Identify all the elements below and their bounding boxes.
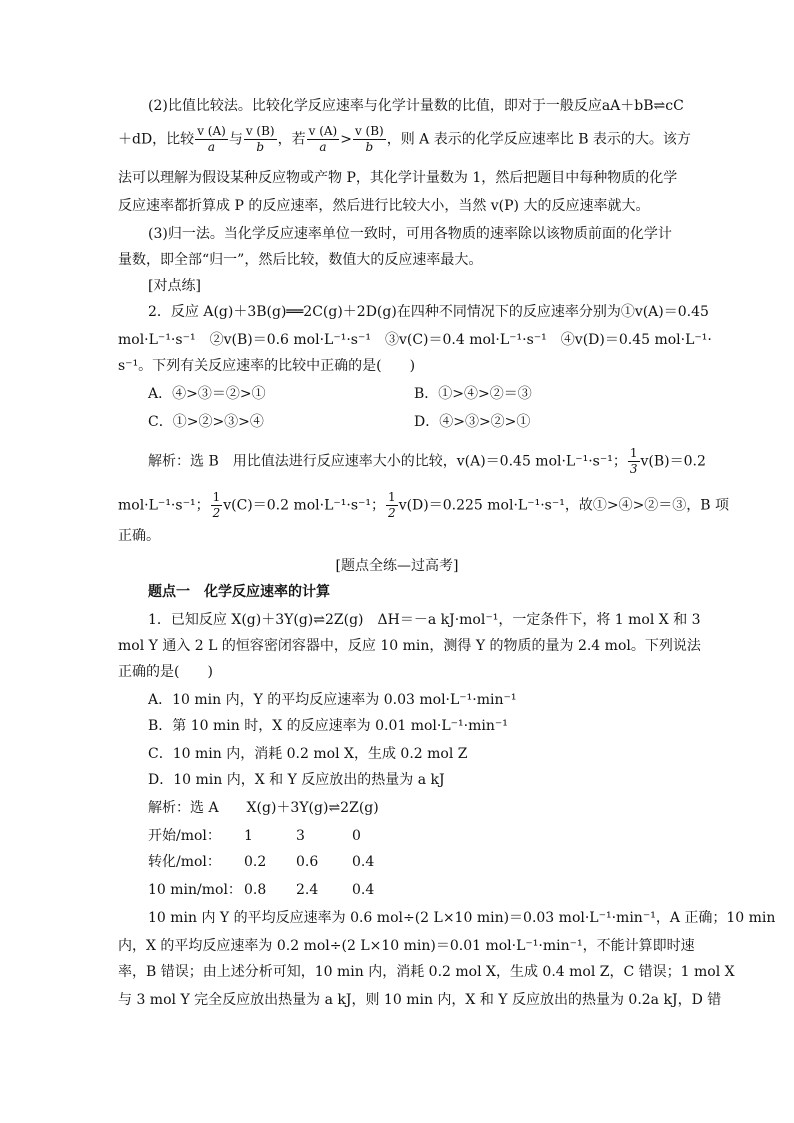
cell-z: 0.4 [352,854,375,870]
problem-line1: 1．已知反应 X(g)＋3Y(g)⇌2Z(g) ΔH＝－a kJ·mol⁻¹，一定条件下，将 1 mol X 和 3 [148,612,701,628]
practice-option-a: A．④>③＝②>① [148,386,266,402]
practice-option-d: D．④>③>②>① [414,414,531,430]
para-normalize-method-line1: (3)归一法。当化学反应速率单位一致时，可用各物质的速率除以该物质前面的化学计 [148,226,672,242]
fraction-vb-b-2 [353,124,386,155]
text-segment: ，则 A 表示的化学反应速率比 B 表示的大。该方 [386,131,691,148]
fraction-one-half-2 [386,490,398,521]
cell-y: 3 [296,828,305,844]
practice-question-line2: mol·L⁻¹·s⁻¹ ②v(B)＝0.6 mol·L⁻¹·s⁻¹ ③v(C)＝0.4 mol·L⁻¹·s⁻¹ ④v(D)＝0.45 mol·L⁻¹· [118,332,712,348]
problem-option-a: A．10 min 内，Y 的平均反应速率为 0.03 mol·L⁻¹·min⁻¹ [148,692,517,708]
fraction-one-third [628,446,640,477]
problem-option-d: D．10 min 内，X 和 Y 反应放出的热量为 a kJ [148,772,445,788]
table-row [148,852,374,872]
para-ratio-method-line3: 法可以理解为假设某种反应物或产物 P，其化学计量数为 1，然后把题目中每种物质的化学 [118,170,678,186]
text-segment: ＋dD，比较 [118,131,195,148]
para-ratio-method-line4: 反应速率都折算成 P 的反应速率，然后进行比较大小，当然 v(P) 大的反应速率就大。 [118,198,650,214]
practice-option-c: C．①>②>③>④ [148,414,264,430]
problem-line3: 正确的是( ) [118,664,213,680]
numerator: 1 [212,490,221,504]
numerator: 1 [629,446,638,460]
row-label: 转化/mol： [148,854,221,870]
problem-solution-head: 解析：选 A X(g)＋3Y(g)⇌2Z(g) [148,800,379,816]
denominator: 3 [629,462,638,476]
denominator: a [319,140,327,154]
problem-explanation-line1: 10 min 内 Y 的平均反应速率为 0.6 mol÷(2 L×10 min)＝0.03 mol·L⁻¹·min⁻¹，A 正确；10 min [148,910,776,926]
problem-option-b: B．第 10 min 时，X 的反应速率为 0.01 mol·L⁻¹·min⁻¹ [148,718,508,734]
problem-explanation-line4: 与 3 mol Y 完全反应放出热量为 a kJ，则 10 min 内，X 和 Y 反应放出的热量为 0.2a kJ，D 错 [118,992,722,1008]
table-row [148,880,374,900]
practice-question-line3: s⁻¹。下列有关反应速率的比较中正确的是( ) [118,358,416,374]
para-ratio-method-line1: (2)比值比较法。比较化学反应速率与化学计量数的比值，即对于一般反应aA＋bB⇌cC [148,98,684,114]
fraction-one-half [211,490,223,521]
cell-x: 0.2 [244,854,267,870]
topic-heading: 题点一 化学反应速率的计算 [148,584,330,600]
table-row [148,826,361,846]
problem-option-c: C．10 min 内，消耗 0.2 mol X，生成 0.2 mol Z [148,746,468,762]
denominator: b [365,140,374,154]
cell-z: 0 [352,828,361,844]
denominator: b [256,140,265,154]
cell-y: 2.4 [296,882,319,898]
text-segment: > [340,131,352,148]
text-segment: v(D)＝0.225 mol·L⁻¹·s⁻¹，故①>④>②＝③，B 项 [398,497,730,514]
denominator: a [207,140,216,154]
fraction-va-a-2 [307,124,340,155]
row-label: 10 min/mol： [148,882,242,898]
section-title: [题点全练—过高考] [335,558,459,574]
text-segment: ，若 [277,131,306,148]
row-label: 开始/mol： [148,828,221,844]
text-segment: 解析：选 B 用比值法进行反应速率大小的比较，v(A)＝0.45 mol·L⁻¹·s⁻¹； [148,453,627,470]
numerator: v (B) [354,124,384,138]
problem-explanation-line3: 率，B 错误；由上述分析可知，10 min 内，消耗 0.2 mol X，生成 0.4 mol Z，C 错误；1 mol X [118,964,735,980]
fraction-va-a [195,124,228,155]
problem-explanation-line2: 内，X 的平均反应速率为 0.2 mol÷(2 L×10 min)＝0.01 mol·L⁻¹·min⁻¹，不能计算即时速 [118,938,695,954]
numerator: v (A) [197,124,226,138]
numerator: v (B) [245,124,275,138]
para-ratio-method-line2 [118,124,691,155]
text-segment: v(B)＝0.2 [640,453,706,470]
denominator: 2 [212,506,221,520]
para-normalize-method-line2: 量数，即全部“归一”，然后比较，数值大的反应速率最大。 [118,252,483,268]
practice-solution-line2 [118,490,729,521]
cell-z: 0.4 [352,882,375,898]
denominator: 2 [388,506,396,520]
practice-solution-line1 [148,446,706,477]
cell-x: 1 [244,828,253,844]
cell-x: 0.8 [244,882,267,898]
numerator: 1 [388,490,396,504]
text-segment: mol·L⁻¹·s⁻¹； [118,497,210,514]
numerator: v (A) [308,124,338,138]
practice-question-line1: 2．反应 A(g)＋3B(g)══2C(g)＋2D(g)在四种不同情况下的反应速率分别为①v(A)＝0.45 [148,304,709,320]
cell-y: 0.6 [296,854,319,870]
text-segment: v(C)＝0.2 mol·L⁻¹·s⁻¹； [223,497,386,514]
practice-header: [对点练] [148,278,201,294]
fraction-vb-b [244,124,277,155]
text-segment: 与 [228,131,243,148]
practice-solution-line3: 正确。 [118,528,160,544]
problem-line2: mol Y 通入 2 L 的恒容密闭容器中，反应 10 min，测得 Y 的物质的量为 2.4 mol。下列说法 [118,638,701,654]
practice-option-b: B．①>④>②＝③ [414,386,532,402]
